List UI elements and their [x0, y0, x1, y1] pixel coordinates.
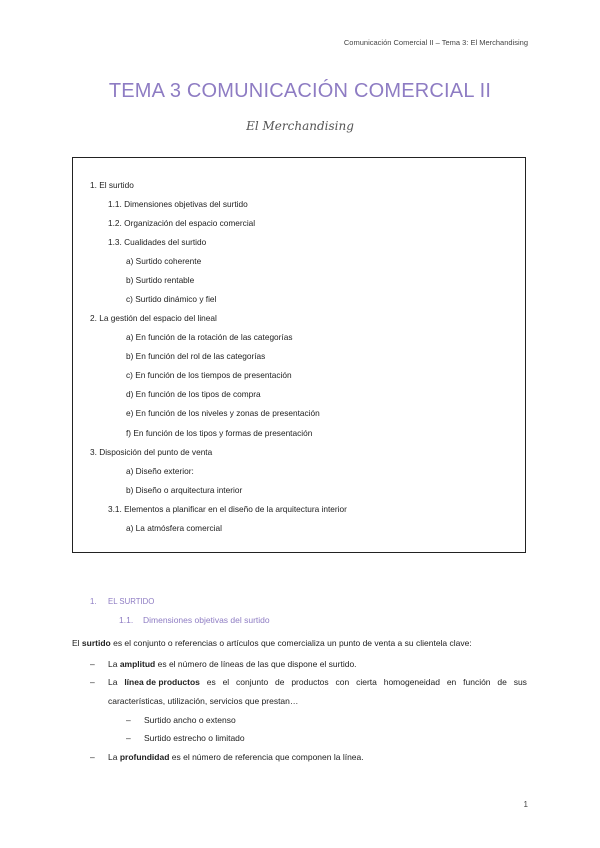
paragraph-text: es el conjunto o referencias o artículos que comercializa un punto de venta a su clientela clave:: [110, 638, 472, 648]
subsection-heading-number: 1.1.: [119, 615, 134, 625]
section-heading-number: 1.: [90, 597, 97, 606]
toc-item[interactable]: e) En función de los niveles y zonas de presentación: [126, 408, 320, 418]
toc-item[interactable]: c) En función de los tiempos de presentación: [126, 370, 292, 380]
bullet-text: es el número de referencia que componen la línea.: [169, 752, 364, 762]
paragraph-surtido: [72, 638, 527, 648]
toc-item[interactable]: f) En función de los tipos y formas de presentación: [126, 428, 313, 438]
word: cierta: [356, 677, 377, 687]
subsection-heading: Dimensiones objetivas del surtido: [143, 615, 270, 625]
word: es: [206, 677, 216, 687]
toc-item[interactable]: 1.1. Dimensiones objetivas del surtido: [108, 199, 248, 209]
toc-item[interactable]: 3.1. Elementos a planificar en el diseño de la arquitectura interior: [108, 504, 347, 514]
page-number: 1: [523, 800, 528, 809]
bold-term: amplitud: [119, 659, 156, 669]
toc-item[interactable]: 1. El surtido: [90, 180, 134, 190]
toc-item[interactable]: c) Surtido dinámico y fiel: [126, 294, 217, 304]
toc-item[interactable]: a) En función de la rotación de las categorías: [126, 332, 293, 342]
bullet-text: La: [108, 659, 120, 669]
toc-item[interactable]: b) Diseño o arquitectura interior: [126, 485, 243, 495]
bullet-text: es el número de líneas de las que dispone el surtido.: [155, 659, 357, 669]
bullet-profundidad: [108, 752, 364, 762]
word: homogeneidad: [383, 677, 440, 687]
toc-item[interactable]: b) Surtido rentable: [126, 275, 195, 285]
toc-item[interactable]: 1.2. Organización del espacio comercial: [108, 218, 256, 228]
word: de: [497, 677, 507, 687]
table-of-contents: [72, 157, 526, 553]
bullet-text: La: [108, 677, 118, 687]
bullet-dash: –: [90, 677, 95, 687]
bullet-linea-productos: [108, 677, 527, 687]
bullet-linea-continuation: características, utilización, servicios que prestan…: [108, 696, 299, 706]
word: sus: [513, 677, 527, 687]
bullet-dash: –: [90, 752, 95, 762]
bold-term: profundidad: [119, 752, 170, 762]
sub-bullet-dash: –: [126, 715, 131, 725]
word: el: [222, 677, 230, 687]
toc-item[interactable]: 2. La gestión del espacio del lineal: [90, 313, 217, 323]
word: productos: [291, 677, 329, 687]
document-title: TEMA 3 COMUNICACIÓN COMERCIAL II: [108, 80, 492, 102]
bullet-text: La: [108, 752, 120, 762]
toc-item[interactable]: a) La atmósfera comercial: [126, 523, 222, 533]
sub-bullet-ancho: Surtido ancho o extenso: [144, 715, 236, 725]
bold-term: línea de productos: [124, 677, 200, 687]
toc-item[interactable]: a) Diseño exterior:: [126, 466, 194, 476]
section-heading: EL SURTIDO: [108, 597, 155, 606]
word: conjunto: [236, 677, 269, 687]
toc-item[interactable]: b) En función del rol de las categorías: [126, 351, 266, 361]
toc-item[interactable]: d) En función de los tipos de compra: [126, 389, 261, 399]
running-header: Comunicación Comercial II – Tema 3: El Merchandising: [343, 38, 528, 47]
paragraph-text: El: [72, 638, 82, 648]
bullet-amplitud: [108, 659, 357, 669]
toc-item[interactable]: a) Surtido coherente: [126, 256, 202, 266]
sub-bullet-estrecho: Surtido estrecho o limitado: [144, 733, 245, 743]
bold-term: surtido: [81, 638, 111, 648]
word: con: [335, 677, 350, 687]
toc-item[interactable]: 3. Disposición del punto de venta: [90, 447, 213, 457]
toc-item[interactable]: 1.3. Cualidades del surtido: [108, 237, 207, 247]
document-subtitle: El Merchandising: [246, 119, 354, 133]
word: en: [446, 677, 457, 687]
bullet-dash: –: [90, 659, 95, 669]
sub-bullet-dash: –: [126, 733, 131, 743]
word: de: [275, 677, 285, 687]
word: función: [463, 677, 491, 687]
